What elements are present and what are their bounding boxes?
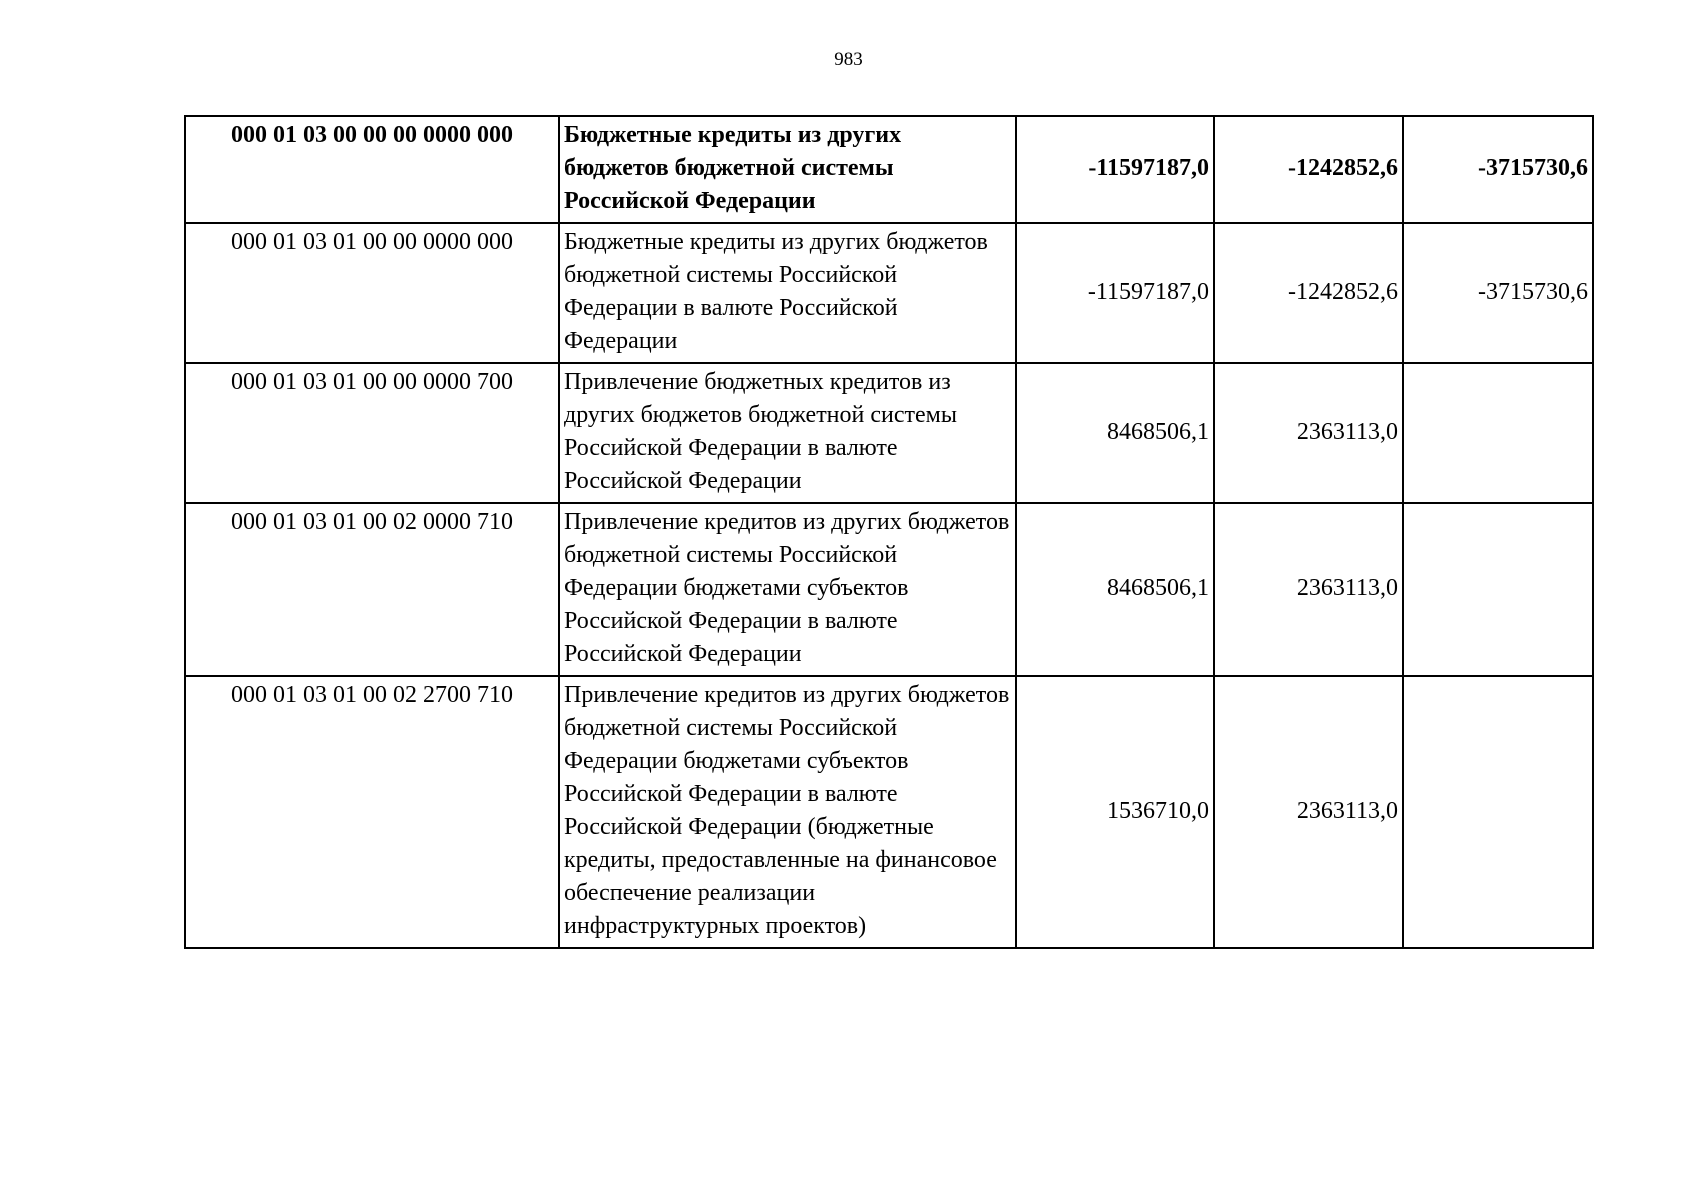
amount-cell-year-1: 8468506,1: [1016, 363, 1214, 503]
budget-sources-table: [184, 115, 1594, 949]
item-name-cell: Бюджетные кредиты из других бюджетов бюджетной системы Российской Федерации в валюте Российской Федерации: [559, 223, 1016, 363]
amount-cell-year-2: -1242852,6: [1214, 116, 1403, 223]
table-row: [185, 116, 1593, 223]
amount-cell-year-2: 2363113,0: [1214, 363, 1403, 503]
amount-cell-year-1: 1536710,0: [1016, 676, 1214, 948]
amount-cell-year-1: -11597187,0: [1016, 223, 1214, 363]
table-row: [185, 676, 1593, 948]
amount-cell-year-3: [1403, 503, 1593, 676]
amount-cell-year-2: 2363113,0: [1214, 503, 1403, 676]
budget-code-cell: 000 01 03 01 00 02 2700 710: [185, 676, 559, 948]
item-name-cell: Бюджетные кредиты из других бюджетов бюджетной системы Российской Федерации: [559, 116, 1016, 223]
amount-cell-year-2: 2363113,0: [1214, 676, 1403, 948]
table-row: [185, 503, 1593, 676]
item-name-cell: Привлечение кредитов из других бюджетов бюджетной системы Российской Федерации бюджетами субъектов Российской Федерации в валюте Российской Федерации (бюджетные кредиты, предоставленные на финансовое обеспечение реализации инфраструктурных проектов): [559, 676, 1016, 948]
amount-cell-year-1: -11597187,0: [1016, 116, 1214, 223]
table-row: [185, 223, 1593, 363]
table-row: [185, 363, 1593, 503]
budget-code-cell: 000 01 03 01 00 02 0000 710: [185, 503, 559, 676]
item-name-cell: Привлечение бюджетных кредитов из других бюджетов бюджетной системы Российской Федерации в валюте Российской Федерации: [559, 363, 1016, 503]
page-number: 983: [834, 49, 863, 70]
amount-cell-year-2: -1242852,6: [1214, 223, 1403, 363]
amount-cell-year-3: [1403, 676, 1593, 948]
amount-cell-year-1: 8468506,1: [1016, 503, 1214, 676]
amount-cell-year-3: -3715730,6: [1403, 223, 1593, 363]
budget-code-cell: 000 01 03 01 00 00 0000 700: [185, 363, 559, 503]
budget-code-cell: 000 01 03 00 00 00 0000 000: [185, 116, 559, 223]
item-name-cell: Привлечение кредитов из других бюджетов бюджетной системы Российской Федерации бюджетами субъектов Российской Федерации в валюте Российской Федерации: [559, 503, 1016, 676]
budget-code-cell: 000 01 03 01 00 00 0000 000: [185, 223, 559, 363]
amount-cell-year-3: -3715730,6: [1403, 116, 1593, 223]
amount-cell-year-3: [1403, 363, 1593, 503]
